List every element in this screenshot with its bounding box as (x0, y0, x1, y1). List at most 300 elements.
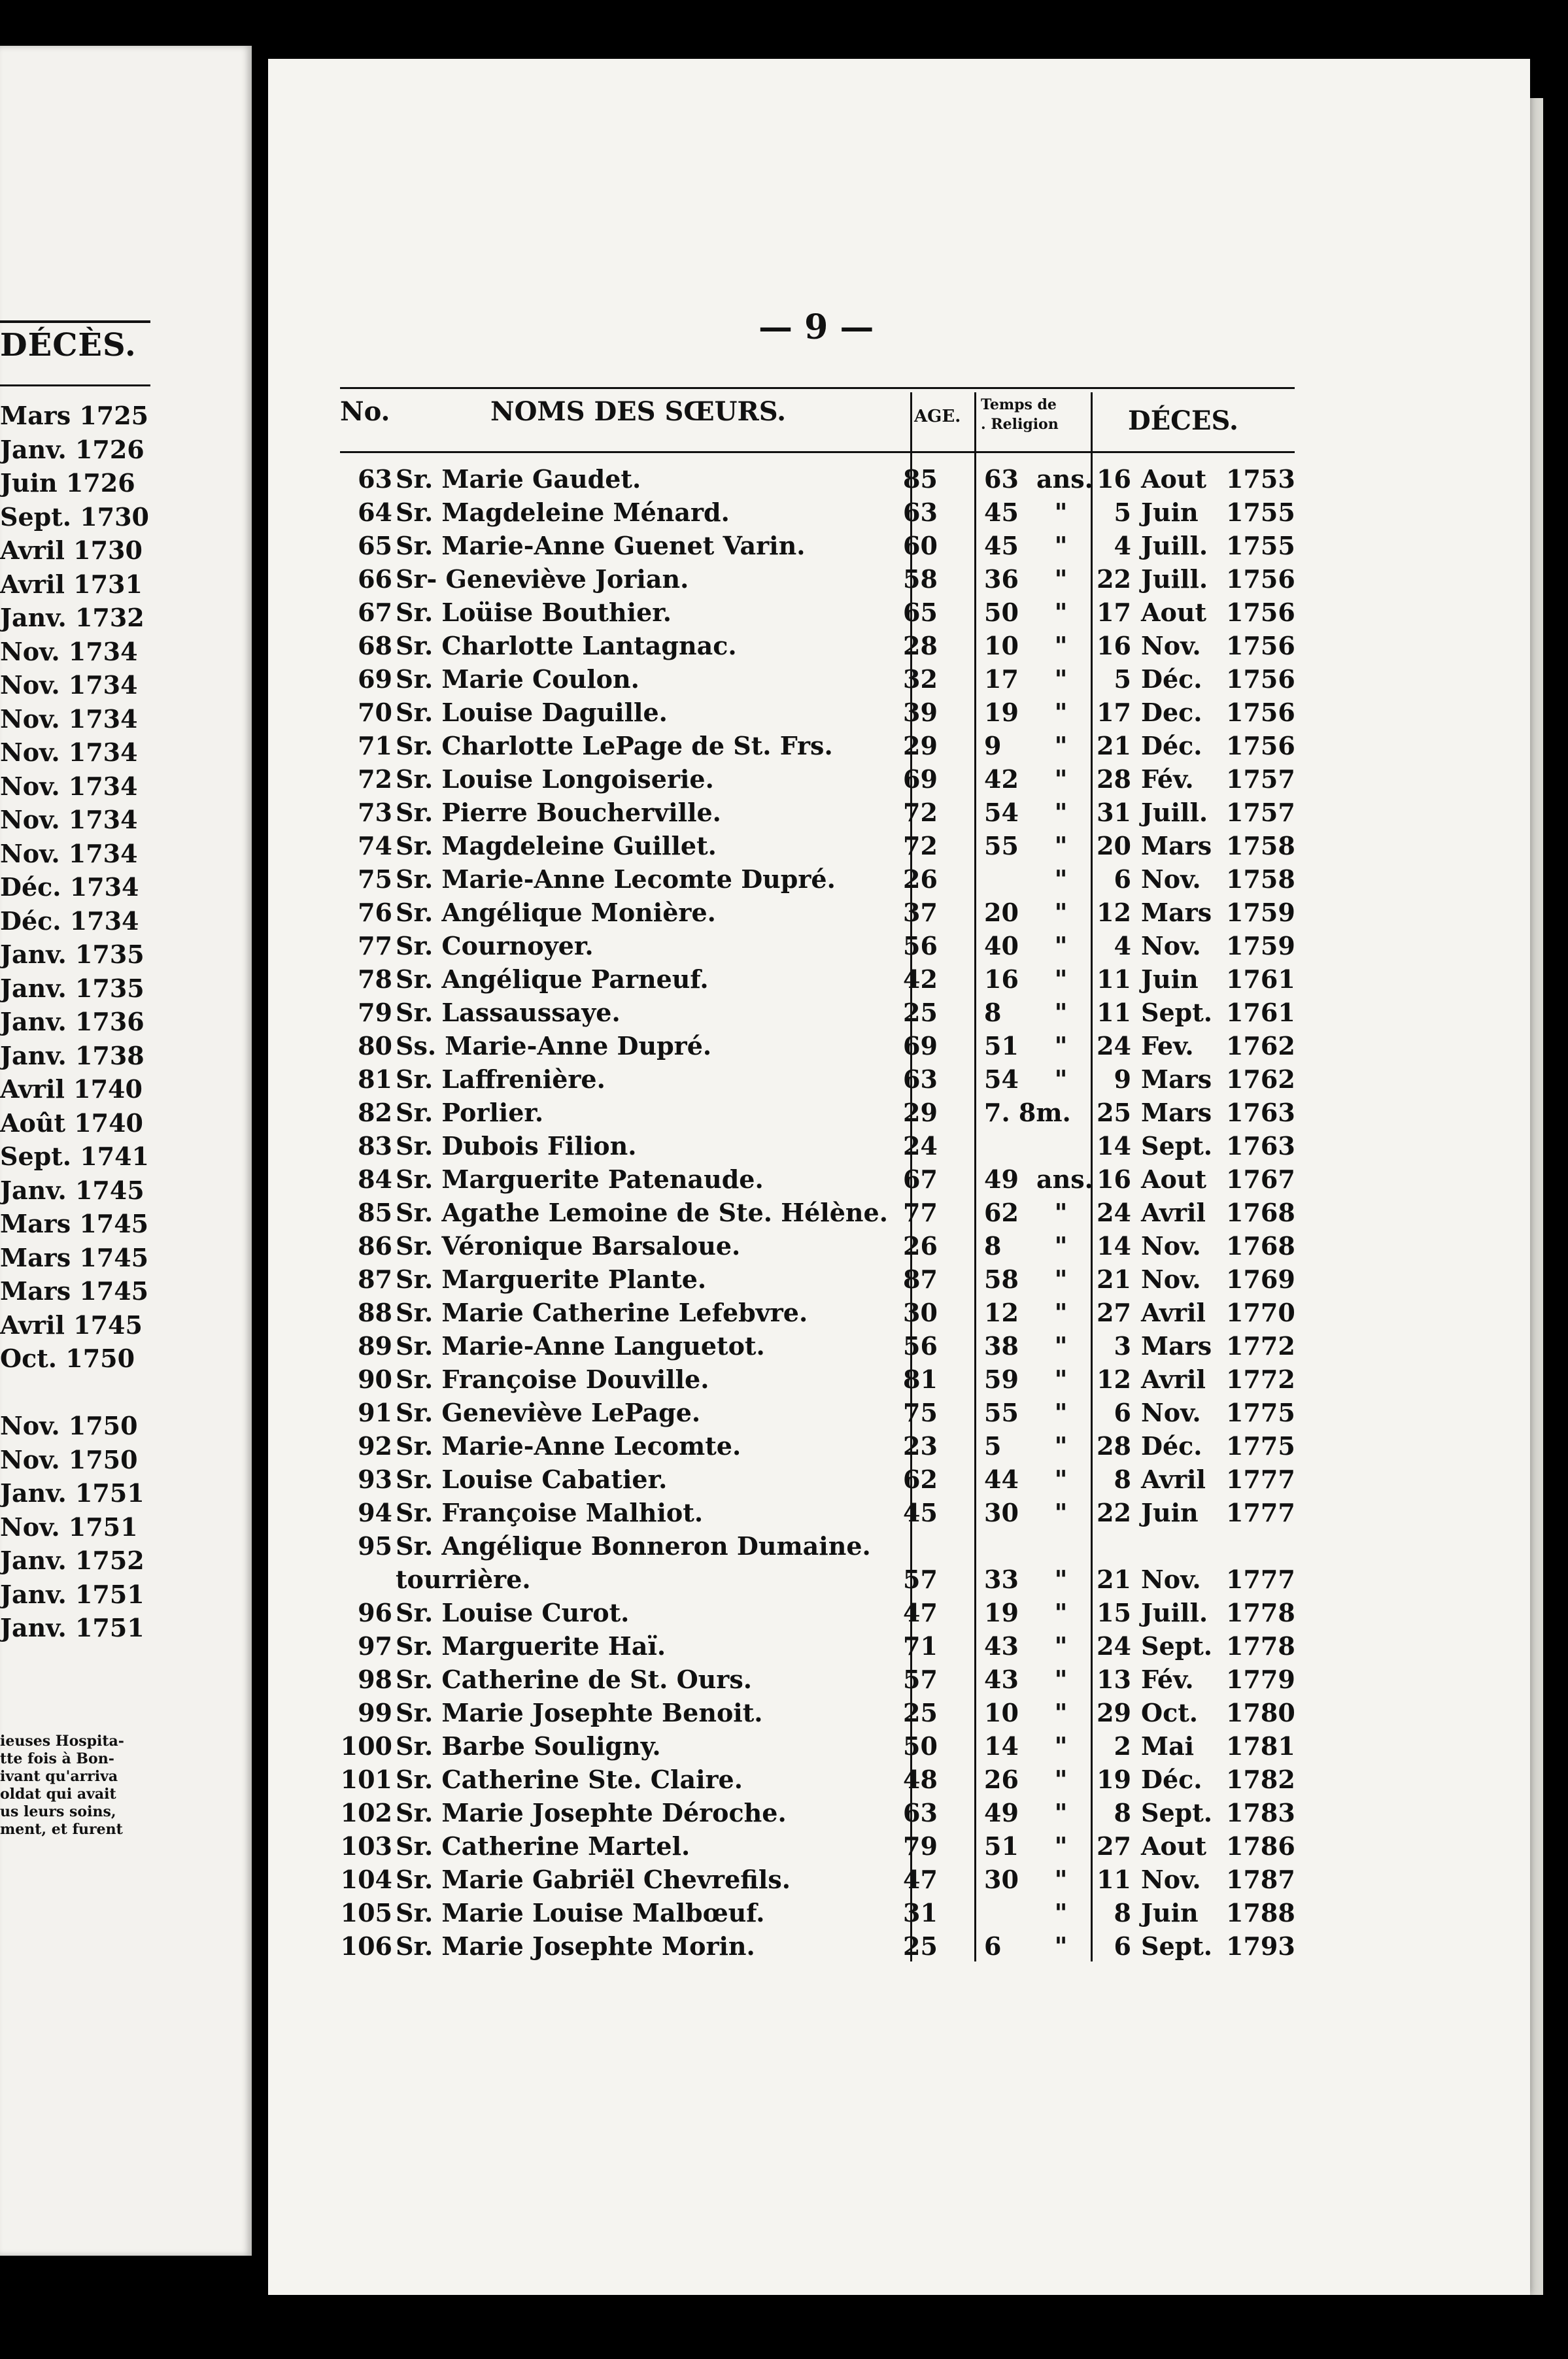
sister-name: Sr. Barbe Souligny. (396, 1731, 661, 1761)
sister-name: Sr. Marie Gaudet. (396, 464, 641, 494)
death-day: 6 (1114, 1398, 1131, 1427)
death-month: Avril (1141, 1465, 1206, 1494)
left-death-entry: Avril 1740 (0, 1074, 143, 1104)
left-death-entry: Janv. 1751 (0, 1613, 145, 1642)
sister-name: Sr. Angélique Monière. (396, 898, 716, 927)
death-day: 3 (1114, 1331, 1131, 1361)
death-day: 8 (1114, 1465, 1131, 1494)
left-death-entry: Nov. 1750 (0, 1444, 138, 1474)
religion-years: 19 (984, 698, 1019, 727)
row-number: 70 (358, 698, 392, 727)
age: 56 (903, 1331, 938, 1361)
death-month: Sept. (1141, 1631, 1212, 1661)
religion-unit: " (1054, 1698, 1068, 1727)
religion-years: 59 (984, 1365, 1019, 1394)
left-death-entry: Avril 1731 (0, 569, 143, 599)
sister-name: Sr. Marie-Anne Guenet Varin. (396, 531, 806, 560)
header-no: No. (340, 396, 390, 427)
sister-name: Sr. Charlotte Lantagnac. (396, 631, 737, 660)
row-number: 78 (358, 964, 392, 994)
death-day: 16 (1097, 464, 1131, 494)
left-death-entry: Nov. 1734 (0, 771, 138, 801)
religion-years: 63 (984, 464, 1019, 494)
sister-name: Sr. Cournoyer. (396, 931, 594, 960)
death-month: Avril (1141, 1298, 1206, 1327)
page-number: — 9 — (758, 307, 874, 347)
sister-name: Sr. Charlotte LePage de St. Frs. (396, 731, 833, 760)
death-month: Aout (1141, 1164, 1207, 1194)
table-row (340, 698, 1321, 731)
table-row (340, 1665, 1321, 1698)
age: 31 (903, 1898, 938, 1927)
death-month: Nov. (1141, 1398, 1201, 1427)
age: 47 (903, 1598, 938, 1627)
left-death-entry (0, 1376, 149, 1410)
left-note-line: ieuses Hospita- (0, 1733, 124, 1750)
death-year: 1756 (1226, 631, 1295, 660)
death-year: 1761 (1226, 964, 1295, 994)
row-number: 98 (358, 1665, 392, 1694)
left-note-line: oldat qui avait (0, 1786, 116, 1803)
death-month: Juill. (1141, 531, 1208, 560)
religion-years: 58 (984, 1264, 1019, 1294)
row-number: 64 (358, 498, 392, 527)
left-death-entry: Janv. 1752 (0, 1546, 145, 1575)
death-day: 19 (1097, 1765, 1131, 1794)
death-year: 1759 (1226, 898, 1295, 927)
table-row (340, 1931, 1321, 1965)
row-number: 101 (340, 1765, 392, 1794)
table-row (340, 798, 1321, 831)
death-month: Nov. (1141, 1231, 1201, 1261)
religion-years: 9 (984, 731, 1002, 760)
age: 42 (903, 964, 938, 994)
death-month: Mars (1141, 1098, 1212, 1127)
death-month: Juill. (1141, 1598, 1208, 1627)
death-month: Juin (1141, 498, 1199, 527)
religion-years: 43 (984, 1665, 1019, 1694)
religion-unit: " (1054, 1598, 1068, 1627)
left-death-entry: Nov. 1734 (0, 704, 138, 734)
death-day: 28 (1097, 764, 1131, 794)
table-row (340, 1365, 1321, 1398)
row-number: 83 (358, 1131, 392, 1161)
religion-years: 44 (984, 1465, 1019, 1494)
death-day: 4 (1114, 931, 1131, 960)
row-number: 95 (358, 1531, 392, 1561)
death-year: 1756 (1226, 664, 1295, 694)
table-row (340, 964, 1321, 998)
death-year: 1775 (1226, 1431, 1295, 1461)
table-row (340, 1331, 1321, 1365)
table-row (340, 1064, 1321, 1098)
left-death-entry: Nov. 1750 (0, 1411, 138, 1440)
death-year: 1755 (1226, 531, 1295, 560)
sister-name: Sr. Véronique Barsaloue. (396, 1231, 741, 1261)
row-number: 75 (358, 864, 392, 894)
religion-years: 10 (984, 1698, 1019, 1727)
death-year: 1777 (1226, 1498, 1295, 1527)
sister-name: Sr. Angélique Bonneron Dumaine. (396, 1531, 871, 1561)
age: 87 (903, 1264, 938, 1294)
death-month: Nov. (1141, 864, 1201, 894)
left-death-entry: Nov. 1734 (0, 738, 138, 767)
left-death-entry: Nov. 1751 (0, 1512, 138, 1542)
age: 26 (903, 1231, 938, 1261)
death-month: Déc. (1141, 1765, 1202, 1794)
age: 45 (903, 1498, 938, 1527)
age: 63 (903, 1798, 938, 1827)
age: 57 (903, 1565, 938, 1594)
left-death-entry: Sept. 1741 (0, 1142, 149, 1171)
age: 56 (903, 931, 938, 960)
religion-years: 51 (984, 1031, 1019, 1061)
table-row (340, 1798, 1321, 1831)
age: 37 (903, 898, 938, 927)
age: 72 (903, 798, 938, 827)
left-death-entry: Mars 1745 (0, 1242, 149, 1272)
religion-years: 6 (984, 1931, 1002, 1961)
age: 69 (903, 1031, 938, 1061)
death-month: Nov. (1141, 931, 1201, 960)
sisters-table (340, 464, 1321, 1965)
religion-unit: " (1054, 1865, 1068, 1894)
table-row (340, 1698, 1321, 1731)
religion-unit: " (1054, 531, 1068, 560)
row-number: 94 (358, 1498, 392, 1527)
death-day: 11 (1097, 964, 1131, 994)
death-day: 9 (1114, 1064, 1131, 1094)
death-month: Nov. (1141, 1565, 1201, 1594)
death-month: Déc. (1141, 1431, 1202, 1461)
death-year: 1753 (1226, 464, 1295, 494)
death-month: Oct. (1141, 1698, 1199, 1727)
death-month: Juill. (1141, 564, 1208, 594)
table-row (340, 1465, 1321, 1498)
death-month: Mars (1141, 898, 1212, 927)
death-year: 1793 (1226, 1931, 1295, 1961)
row-number: 90 (358, 1365, 392, 1394)
row-number: 106 (340, 1931, 392, 1961)
death-year: 1758 (1226, 831, 1295, 860)
death-day: 13 (1097, 1665, 1131, 1694)
row-number: 65 (358, 531, 392, 560)
sister-name: Sr. Marguerite Haï. (396, 1631, 666, 1661)
religion-unit: " (1054, 664, 1068, 694)
death-month: Avril (1141, 1365, 1206, 1394)
death-month: Aout (1141, 1831, 1207, 1861)
death-day: 31 (1097, 798, 1131, 827)
sister-name: tourrière. (396, 1565, 531, 1594)
age: 26 (903, 864, 938, 894)
religion-years: 38 (984, 1331, 1019, 1361)
death-day: 24 (1097, 1198, 1131, 1227)
table-row (340, 1198, 1321, 1231)
left-death-entry: Janv. 1732 (0, 603, 145, 632)
row-number: 80 (358, 1031, 392, 1061)
religion-years: 49 (984, 1798, 1019, 1827)
sister-name: Sr. Louise Daguille. (396, 698, 668, 727)
left-page-title: DÉCÈS. (0, 327, 137, 364)
religion-years: 33 (984, 1565, 1019, 1594)
table-row (340, 731, 1321, 764)
religion-unit: " (1054, 498, 1068, 527)
sister-name: Sr. Lassaussaye. (396, 998, 621, 1027)
death-month: Juin (1141, 964, 1199, 994)
left-header-rule (0, 384, 150, 386)
religion-unit: " (1054, 898, 1068, 927)
religion-unit: " (1054, 631, 1068, 660)
death-month: Sept. (1141, 998, 1212, 1027)
age: 39 (903, 698, 938, 727)
death-day: 24 (1097, 1031, 1131, 1061)
row-number: 87 (358, 1264, 392, 1294)
death-year: 1777 (1226, 1565, 1295, 1594)
row-number: 84 (358, 1164, 392, 1194)
death-day: 12 (1097, 1365, 1131, 1394)
death-year: 1778 (1226, 1631, 1295, 1661)
religion-years: 16 (984, 964, 1019, 994)
table-row (340, 998, 1321, 1031)
death-month: Avril (1141, 1198, 1206, 1227)
age: 62 (903, 1465, 938, 1494)
death-day: 15 (1097, 1598, 1131, 1627)
death-day: 8 (1114, 1898, 1131, 1927)
sister-name: Sr. Geneviève LePage. (396, 1398, 701, 1427)
table-row (340, 1431, 1321, 1465)
header-age: AGE. (914, 407, 961, 426)
death-day: 11 (1097, 998, 1131, 1027)
left-death-entry: Mars 1745 (0, 1209, 149, 1238)
sister-name: Sr. Marie-Anne Languetot. (396, 1331, 765, 1361)
left-death-entry: Avril 1730 (0, 535, 143, 565)
table-row (340, 598, 1321, 631)
religion-years: 42 (984, 764, 1019, 794)
sister-name: Sr. Louise Cabatier. (396, 1465, 668, 1494)
table-row (340, 1264, 1321, 1298)
death-day: 28 (1097, 1431, 1131, 1461)
left-death-list (0, 399, 149, 1645)
death-year: 1756 (1226, 564, 1295, 594)
table-row (340, 1531, 1321, 1565)
death-day: 14 (1097, 1231, 1131, 1261)
age: 63 (903, 498, 938, 527)
death-month: Nov. (1141, 1865, 1201, 1894)
left-death-entry: Janv. 1735 (0, 973, 145, 1003)
sister-name: Sr. Marie Josephte Morin. (396, 1931, 755, 1961)
age: 32 (903, 664, 938, 694)
table-row (340, 898, 1321, 931)
death-day: 27 (1097, 1298, 1131, 1327)
row-number: 72 (358, 764, 392, 794)
religion-unit: " (1054, 798, 1068, 827)
table-row (340, 1131, 1321, 1164)
table-row (340, 531, 1321, 564)
left-death-entry: Nov. 1734 (0, 670, 138, 700)
religion-unit: " (1054, 1498, 1068, 1527)
left-death-entry: Janv. 1751 (0, 1478, 145, 1508)
religion-years: 45 (984, 498, 1019, 527)
age: 25 (903, 998, 938, 1027)
row-number: 92 (358, 1431, 392, 1461)
sister-name: Sr. Marie Louise Malbœuf. (396, 1898, 765, 1927)
sister-name: Sr. Magdeleine Guillet. (396, 831, 717, 860)
sister-name: Sr. Porlier. (396, 1098, 544, 1127)
religion-unit: " (1054, 1198, 1068, 1227)
left-title-rule (0, 320, 150, 323)
death-year: 1788 (1226, 1898, 1295, 1927)
death-day: 27 (1097, 1831, 1131, 1861)
death-day: 20 (1097, 831, 1131, 860)
death-day: 21 (1097, 1264, 1131, 1294)
religion-years: 12 (984, 1298, 1019, 1327)
death-year: 1772 (1226, 1331, 1295, 1361)
religion-years: 45 (984, 531, 1019, 560)
death-month: Sept. (1141, 1798, 1212, 1827)
age: 67 (903, 1164, 938, 1194)
left-footnote (0, 1733, 124, 1839)
row-number: 100 (340, 1731, 392, 1761)
religion-unit: " (1054, 1665, 1068, 1694)
death-year: 1770 (1226, 1298, 1295, 1327)
religion-years: 50 (984, 598, 1019, 627)
sister-name: Sr. Marie Gabriël Chevrefils. (396, 1865, 791, 1894)
left-death-entry: Nov. 1734 (0, 838, 138, 868)
left-death-entry: Avril 1745 (0, 1310, 143, 1340)
table-row (340, 464, 1321, 498)
age: 72 (903, 831, 938, 860)
sister-name: Sr. Agathe Lemoine de Ste. Hélène. (396, 1198, 888, 1227)
religion-unit: " (1054, 1431, 1068, 1461)
row-number: 77 (358, 931, 392, 960)
death-year: 1755 (1226, 498, 1295, 527)
row-number: 73 (358, 798, 392, 827)
religion-unit: " (1054, 1798, 1068, 1827)
age: 77 (903, 1198, 938, 1227)
death-day: 14 (1097, 1131, 1131, 1161)
religion-years: 54 (984, 1064, 1019, 1094)
death-day: 5 (1114, 498, 1131, 527)
religion-years: 17 (984, 664, 1019, 694)
table-row (340, 564, 1321, 598)
death-day: 22 (1097, 564, 1131, 594)
death-month: Juin (1141, 1898, 1199, 1927)
age: 48 (903, 1765, 938, 1794)
death-year: 1756 (1226, 598, 1295, 627)
death-month: Juill. (1141, 798, 1208, 827)
age: 81 (903, 1365, 938, 1394)
table-row (340, 864, 1321, 898)
death-year: 1786 (1226, 1831, 1295, 1861)
age: 25 (903, 1931, 938, 1961)
table-row (340, 1865, 1321, 1898)
religion-years: 5 (984, 1431, 1002, 1461)
death-year: 1757 (1226, 764, 1295, 794)
religion-unit: " (1054, 1465, 1068, 1494)
table-row (340, 1731, 1321, 1765)
religion-unit: " (1054, 931, 1068, 960)
death-day: 4 (1114, 531, 1131, 560)
sister-name: Sr. Pierre Boucherville. (396, 798, 721, 827)
religion-unit: " (1054, 964, 1068, 994)
religion-years: 36 (984, 564, 1019, 594)
table-row (340, 631, 1321, 664)
religion-years: 7. 8m. (984, 1098, 1071, 1127)
table-row (340, 1164, 1321, 1198)
row-number: 102 (340, 1798, 392, 1827)
death-day: 16 (1097, 1164, 1131, 1194)
death-day: 8 (1114, 1798, 1131, 1827)
death-month: Mars (1141, 1064, 1212, 1094)
religion-unit: " (1054, 1765, 1068, 1794)
death-year: 1781 (1226, 1731, 1295, 1761)
sister-name: Sr. Dubois Filion. (396, 1131, 637, 1161)
religion-unit: " (1054, 1298, 1068, 1327)
death-year: 1762 (1226, 1064, 1295, 1094)
death-month: Sept. (1141, 1131, 1212, 1161)
religion-years: 8 (984, 1231, 1002, 1261)
sister-name: Sr. Marie Coulon. (396, 664, 639, 694)
row-number: 69 (358, 664, 392, 694)
age: 50 (903, 1731, 938, 1761)
death-year: 1772 (1226, 1365, 1295, 1394)
left-death-entry: Sept. 1730 (0, 501, 149, 532)
death-year: 1768 (1226, 1198, 1295, 1227)
death-year: 1762 (1226, 1031, 1295, 1061)
row-number: 91 (358, 1398, 392, 1427)
death-month: Mars (1141, 1331, 1212, 1361)
death-year: 1778 (1226, 1598, 1295, 1627)
age: 69 (903, 764, 938, 794)
table-row (340, 1498, 1321, 1531)
religion-years: 14 (984, 1731, 1019, 1761)
table-row (340, 498, 1321, 531)
death-year: 1756 (1226, 731, 1295, 760)
left-death-entry: Janv. 1751 (0, 1579, 145, 1609)
death-year: 1783 (1226, 1798, 1295, 1827)
death-year: 1756 (1226, 698, 1295, 727)
row-number: 103 (340, 1831, 392, 1861)
death-year: 1787 (1226, 1865, 1295, 1894)
table-row (340, 1565, 1321, 1598)
death-year: 1779 (1226, 1665, 1295, 1694)
age: 71 (903, 1631, 938, 1661)
sister-name: Sr. Marie-Anne Lecomte. (396, 1431, 741, 1461)
death-month: Mai (1141, 1731, 1195, 1761)
religion-unit: " (1054, 731, 1068, 760)
religion-years: 62 (984, 1198, 1019, 1227)
left-page (0, 46, 252, 2256)
sister-name: Sr. Louise Longoiserie. (396, 764, 714, 794)
death-day: 5 (1114, 664, 1131, 694)
sister-name: Sr. Françoise Douville. (396, 1365, 709, 1394)
table-row (340, 1765, 1321, 1798)
death-year: 1757 (1226, 798, 1295, 827)
left-note-line: ivant qu'arriva (0, 1768, 118, 1785)
table-row (340, 931, 1321, 964)
religion-unit: " (1054, 1398, 1068, 1427)
age: 29 (903, 1098, 938, 1127)
table-row (340, 1098, 1321, 1131)
row-number: 74 (358, 831, 392, 860)
table-row (340, 1898, 1321, 1931)
left-death-entry: Mars 1745 (0, 1276, 149, 1306)
death-year: 1782 (1226, 1765, 1295, 1794)
religion-unit: " (1054, 864, 1068, 894)
age: 30 (903, 1298, 938, 1327)
religion-years: 8 (984, 998, 1002, 1027)
religion-unit: " (1054, 831, 1068, 860)
